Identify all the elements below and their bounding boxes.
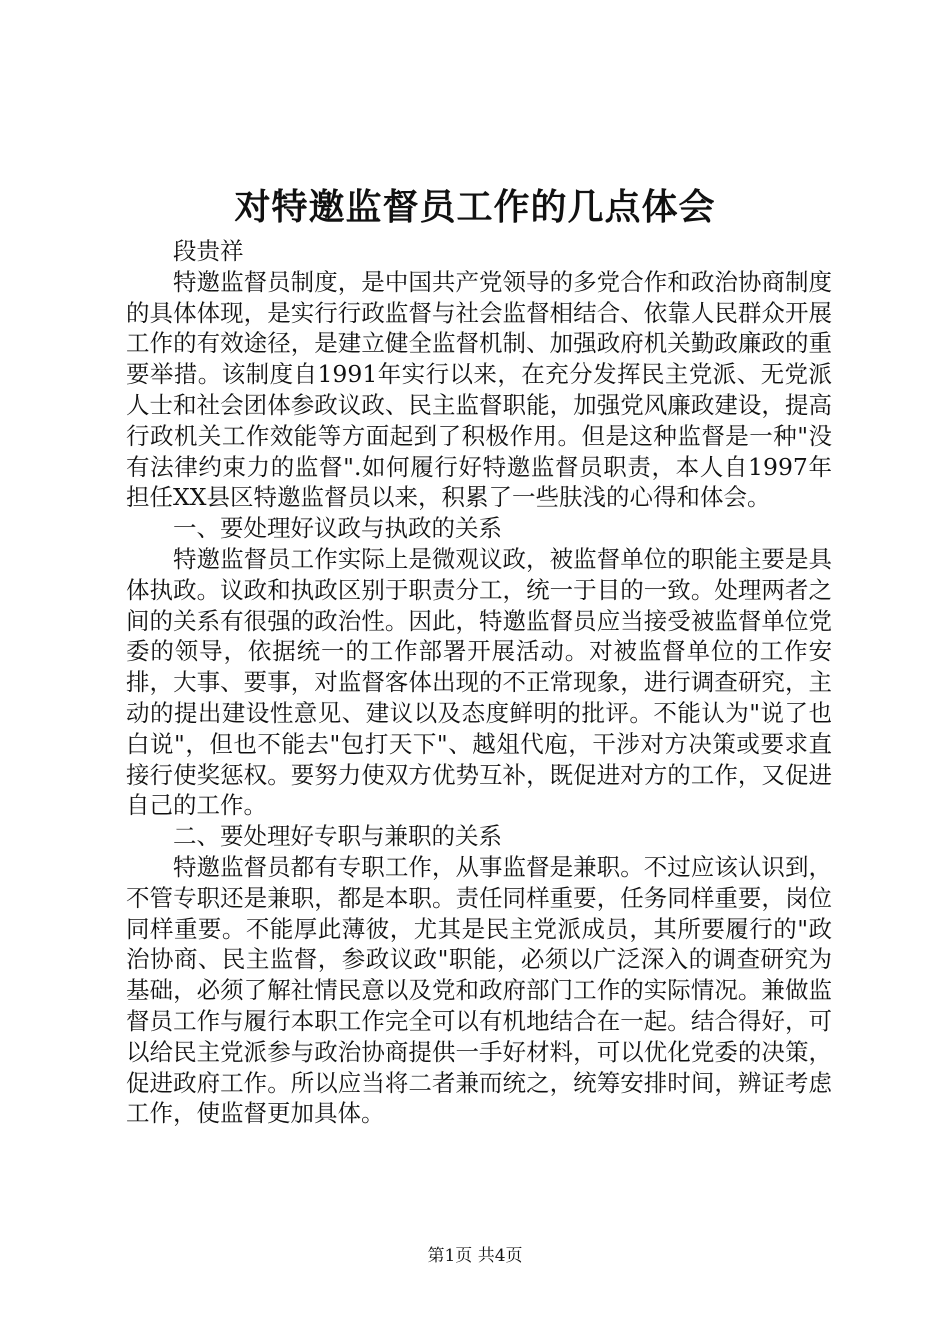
paragraph-section-2: 特邀监督员都有专职工作，从事监督是兼职。不过应该认识到，不管专职还是兼职，都是本职。责任同样重要，任务同样重要，岗位同样重要。不能厚此薄彼，尤其是民主党派成员，其所要履行的"政治协商、民主监督，参政议政"职能，必须以广泛深入的调查研究为基础，必须了解社情民意以及党和政府部门工作的实际情况。兼做监督员工作与履行本职工作完全可以有机地结合在一起。结合得好，可以给民主党派参与政治协商提供一手好材料，可以优化党委的决策，促进政府工作。所以应当将二者兼而统之，统筹安排时间，辨证考虑工作，使监督更加具体。 <box>126 852 832 1128</box>
author-line: 段贵祥 <box>173 237 244 265</box>
section-heading-1: 一、要处理好议政与执政的关系 <box>173 514 502 543</box>
document-title: 对特邀监督员工作的几点体会 <box>234 186 716 228</box>
page-number-footer: 第1页 共4页 <box>427 1246 523 1266</box>
document-body <box>126 236 832 1129</box>
paragraph-intro: 特邀监督员制度，是中国共产党领导的多党合作和政治协商制度的具体体现，是实行行政监督与社会监督相结合、依靠人民群众开展工作的有效途径，是建立健全监督机制、加强政府机关勤政廉政的重要举措。该制度自1991年实行以来，在充分发挥民主党派、无党派人士和社会团体参政议政、民主监督职能，加强党风廉政建设，提高行政机关工作效能等方面起到了积极作用。但是这种监督是一种"没有法律约束力的监督".如何履行好特邀监督员职责，本人自1997年担任XX县区特邀监督员以来，积累了一些肤浅的心得和体会。 <box>126 267 832 512</box>
section-heading-2: 二、要处理好专职与兼职的关系 <box>173 822 502 851</box>
paragraph-section-1: 特邀监督员工作实际上是微观议政，被监督单位的职能主要是具体执政。议政和执政区别于职责分工，统一于目的一致。处理两者之间的关系有很强的政治性。因此，特邀监督员应当接受被监督单位党委的领导，依据统一的工作部署开展活动。对被监督单位的工作安排，大事、要事，对监督客体出现的不正常现象，进行调查研究，主动的提出建设性意见、建议以及态度鲜明的批评。不能认为"说了也白说"，但也不能去"包打天下"、越俎代庖，干涉对方决策或要求直接行使奖惩权。要努力使双方优势互补，既促进对方的工作，又促进自己的工作。 <box>126 544 832 820</box>
